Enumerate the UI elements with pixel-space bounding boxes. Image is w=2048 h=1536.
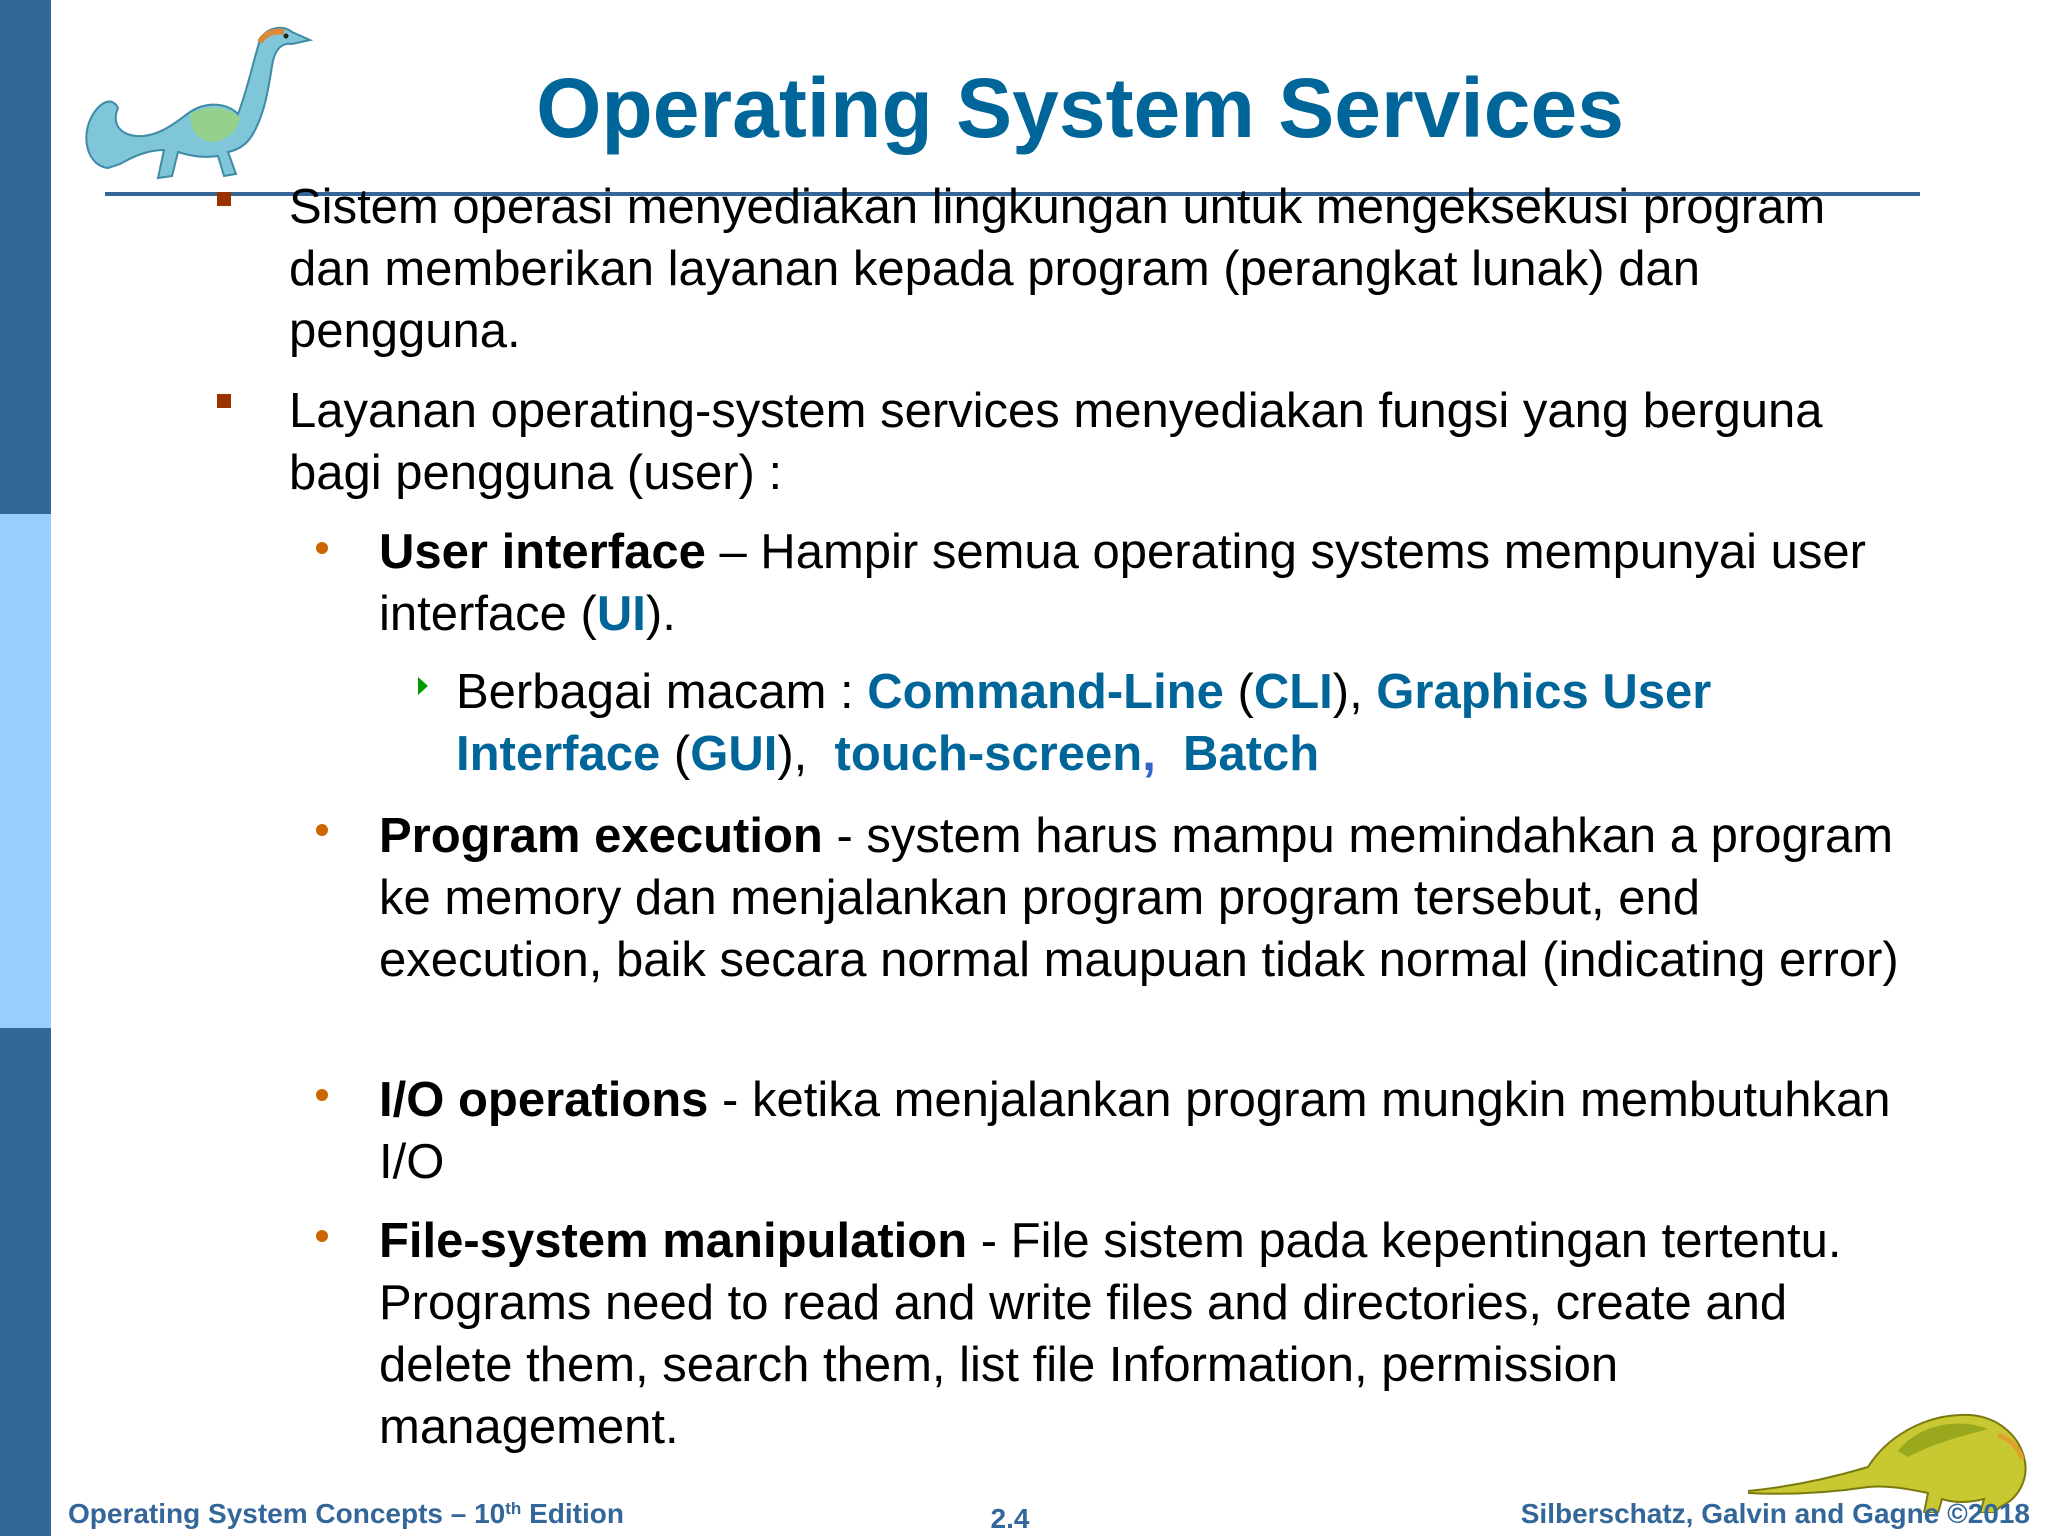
term-batch: Batch	[1183, 727, 1320, 781]
abbr-gui: GUI	[690, 727, 778, 781]
term-touch-screen: touch-screen	[834, 727, 1143, 781]
round-bullet-icon	[316, 824, 328, 836]
term-program-execution: Program execution	[379, 809, 823, 863]
footer-edition-word: Edition	[521, 1498, 624, 1529]
subbullet-io-operations	[379, 1069, 1909, 1193]
footer-authors: Silberschatz, Galvin and Gagne ©2018	[1520, 1498, 2030, 1529]
round-bullet-icon	[316, 1230, 328, 1242]
ui-description-end: ).	[645, 587, 676, 641]
term-io-operations: I/O operations	[379, 1073, 709, 1127]
sidebar-band-bottom	[0, 1028, 51, 1536]
footer-edition-suffix: th	[505, 1499, 522, 1518]
dinosaur-logo-icon	[78, 18, 314, 186]
file-system-description: - File sistem pada kepentingan tertentu. Programs need to read and write files and directories, create and delete them, search them, list file Information, permission management.	[379, 1214, 1842, 1454]
footer-book-title-main: Operating System Concepts – 10	[68, 1498, 506, 1529]
sidebar-band-top	[0, 0, 51, 514]
term-command-line: Command-Line	[867, 665, 1224, 719]
sidebar-band-middle	[0, 514, 51, 1028]
square-bullet-icon	[217, 394, 231, 408]
page-number: 2.4	[990, 1503, 1030, 1534]
bullet-os-environment: Sistem operasi menyediakan lingkungan untuk mengeksekusi program dan memberikan layanan kepada program (perangkat lunak) dan pengguna.	[289, 180, 1826, 358]
arrow-bullet-icon	[418, 677, 428, 695]
abbr-cli: CLI	[1253, 665, 1333, 719]
io-operations-description: - ketika menjalankan program mungkin membutuhkan I/O	[379, 1073, 1891, 1189]
abbr-ui: UI	[596, 587, 646, 641]
term-file-system-manipulation: File-system manipulation	[379, 1214, 968, 1268]
ui-description: – Hampir semua operating systems mempunyai user interface (	[379, 525, 1866, 641]
subbullet-program-execution	[379, 805, 1909, 991]
term-graphics-user-interface: Graphics User Interface	[456, 665, 1712, 781]
round-bullet-icon	[316, 542, 328, 554]
subsubbullet-ui-variants: Berbagai macam : Command-Line (CLI), Graphics User Interface (GUI), touch-screen, Batch	[456, 665, 1712, 781]
footer-book-title	[68, 1497, 624, 1531]
sidebar-band	[0, 0, 51, 1536]
variants-prefix: Berbagai macam :	[456, 665, 868, 719]
round-bullet-icon	[316, 1089, 328, 1101]
square-bullet-icon	[217, 192, 231, 206]
program-execution-description: - system harus mampu memindahkan a program ke memory dan menjalankan program program tersebut, end execution, baik secara normal maupuan tidak normal (indicating error)	[379, 809, 1899, 987]
bullet-os-services: Layanan operating-system services menyediakan fungsi yang berguna bagi pengguna (user) :	[289, 384, 1823, 500]
subbullet-user-interface	[379, 521, 1909, 645]
term-user-interface: User interface	[379, 525, 706, 579]
slide-title: Operating System Services	[536, 61, 1624, 155]
subbullet-file-system-manipulation	[379, 1210, 1909, 1458]
